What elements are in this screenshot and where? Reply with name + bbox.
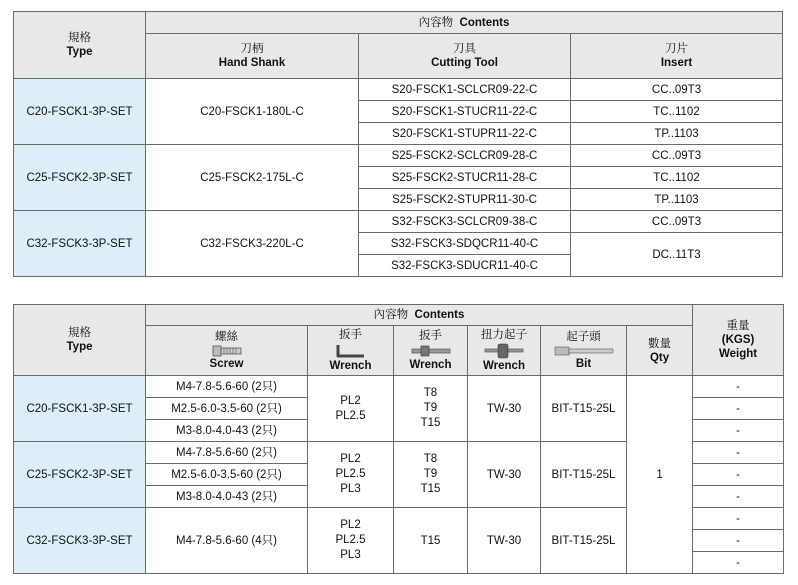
- torque-wrench-header: [468, 326, 541, 376]
- torx-key-icon: [411, 344, 451, 358]
- tool-cell: S32-FSCK3-SCLCR09-38-C: [359, 211, 571, 233]
- wrench1-value: PL2: [340, 394, 361, 407]
- shank-cell: C20-FSCK1-180L-C: [146, 79, 359, 145]
- wrench2-value: T15: [420, 483, 441, 495]
- wrench2-value: T8: [423, 387, 438, 399]
- qty-header-en: Qty: [649, 351, 670, 364]
- hex-wrench-header-en: Wrench: [329, 360, 372, 372]
- insert-cell: TC..1102: [571, 101, 783, 123]
- wrench1-cell: [308, 376, 394, 442]
- insert-cell: CC..09T3: [571, 145, 783, 167]
- contents-header: [146, 305, 693, 326]
- wrench2-value: T15: [420, 417, 441, 429]
- tool-cell: S25-FSCK2-SCLCR09-28-C: [359, 145, 571, 167]
- screw-header: [146, 326, 308, 376]
- bit-header-en: Bit: [575, 358, 592, 370]
- torque-wrench-header-zh: 扭力起子: [481, 329, 527, 341]
- table-row: [14, 211, 783, 233]
- tool-cell: S20-FSCK1-SCLCR09-22-C: [359, 79, 571, 101]
- tool-cell: S25-FSCK2-STUPR11-30-C: [359, 189, 571, 211]
- wrench2-cell: [394, 376, 468, 442]
- weight-cell: -: [693, 376, 784, 398]
- type-cell: C32-FSCK3-3P-SET: [14, 508, 146, 574]
- wrench2-value: T9: [423, 468, 438, 480]
- weight-cell: -: [693, 552, 784, 574]
- accessories-table: [13, 304, 784, 574]
- insert-cell: TC..1102: [571, 167, 783, 189]
- tool-cell: S20-FSCK1-STUPR11-22-C: [359, 123, 571, 145]
- screw-cell: M4-7.8-5.6-60 (2只): [146, 376, 308, 398]
- screw-header-en: Screw: [209, 358, 244, 370]
- tool-cell: S20-FSCK1-STUCR11-22-C: [359, 101, 571, 123]
- type-cell: C20-FSCK1-3P-SET: [14, 376, 146, 442]
- contents-header-zh: 內容物: [373, 309, 409, 321]
- type-cell: C25-FSCK2-3P-SET: [14, 145, 146, 211]
- torque-cell: TW-30: [468, 442, 541, 508]
- insert-cell: TP..1103: [571, 123, 783, 145]
- weight-header-en2: Weight: [718, 348, 758, 360]
- insert-cell: DC..11T3: [571, 233, 783, 277]
- bit-cell: BIT-T15-25L: [541, 376, 627, 442]
- weight-cell: -: [693, 530, 784, 552]
- insert-header-en: Insert: [660, 57, 693, 69]
- shank-cell: C32-FSCK3-220L-C: [146, 211, 359, 277]
- table-row: [14, 79, 783, 101]
- weight-cell: -: [693, 398, 784, 420]
- qty-cell: 1: [627, 376, 693, 574]
- type-header-en: Type: [66, 46, 93, 58]
- wrench1-value: PL2: [340, 519, 361, 531]
- weight-cell: -: [693, 464, 784, 486]
- wrench2-value: T8: [423, 453, 438, 465]
- shank-cell: C25-FSCK2-175L-C: [146, 145, 359, 211]
- hand-shank-header-zh: 刀柄: [240, 43, 264, 55]
- cutting-tool-header-zh: 刀具: [453, 43, 476, 55]
- type-header-zh: 規格: [68, 327, 91, 339]
- screw-header-zh: 螺絲: [215, 331, 238, 343]
- torx-wrench-header-en: Wrench: [409, 359, 452, 371]
- hand-shank-header: [146, 34, 359, 79]
- weight-cell: -: [693, 508, 784, 530]
- insert-cell: CC..09T3: [571, 79, 783, 101]
- torque-wrench-header-en: Wrench: [483, 360, 525, 372]
- contents-header: [146, 12, 783, 34]
- type-header: [14, 305, 146, 376]
- type-header-en: Type: [66, 341, 93, 353]
- tool-cell: S32-FSCK3-SDUCR11-40-C: [359, 255, 571, 277]
- type-cell: C20-FSCK1-3P-SET: [14, 79, 146, 145]
- cutting-tool-header: [359, 34, 571, 79]
- torx-wrench-header-zh: 扳手: [419, 330, 442, 342]
- insert-cell: TP..1103: [571, 189, 783, 211]
- qty-header-zh: 數量: [648, 337, 672, 350]
- torx-wrench-header: [394, 326, 468, 376]
- weight-cell: -: [693, 486, 784, 508]
- wrench1-cell: [308, 442, 394, 508]
- screw-cell: M2.5-6.0-3.5-60 (2只): [146, 464, 308, 486]
- screw-cell: M4-7.8-5.6-60 (2只): [146, 442, 308, 464]
- weight-header-zh: 重量: [726, 320, 750, 332]
- wrench1-cell: [308, 508, 394, 574]
- weight-cell: -: [693, 442, 784, 464]
- type-header-zh: 規格: [68, 32, 91, 44]
- contents-header-en: Contents: [459, 16, 510, 29]
- screw-cell: M3-8.0-4.0-43 (2只): [146, 486, 308, 508]
- qty-header: [627, 326, 693, 376]
- wrench1-value: PL2.5: [335, 534, 366, 546]
- bit-header-zh: 起子頭: [566, 331, 601, 343]
- insert-cell: CC..09T3: [571, 211, 783, 233]
- wrench1-value: PL2: [340, 453, 361, 465]
- screw-cell: M3-8.0-4.0-43 (2只): [146, 420, 308, 442]
- tool-cell: S32-FSCK3-SDQCR11-40-C: [359, 233, 571, 255]
- contents-table: [13, 11, 783, 277]
- weight-cell: -: [693, 420, 784, 442]
- wrench1-value: PL3: [340, 483, 361, 495]
- hand-shank-header-en: Hand Shank: [218, 57, 286, 69]
- wrench1-value: PL3: [340, 549, 361, 561]
- screw-cell: M4-7.8-5.6-60 (4只): [146, 508, 308, 574]
- torque-driver-icon: [484, 343, 524, 359]
- torque-cell: TW-30: [468, 376, 541, 442]
- hex-wrench-header: [308, 326, 394, 376]
- bit-cell: BIT-T15-25L: [541, 508, 627, 574]
- screw-cell: M2.5-6.0-3.5-60 (2只): [146, 398, 308, 420]
- bit-header: [541, 326, 627, 376]
- wrench2-cell: [394, 442, 468, 508]
- contents-header-zh: 內容物: [418, 16, 454, 29]
- wrench2-cell: T15: [394, 508, 468, 574]
- insert-header-zh: 刀片: [665, 43, 688, 55]
- weight-header-en1: (KGS): [721, 334, 755, 346]
- weight-header: [693, 305, 784, 376]
- table-row: [14, 376, 784, 398]
- cutting-tool-header-en: Cutting Tool: [431, 57, 498, 69]
- tool-cell: S25-FSCK2-STUCR11-28-C: [359, 167, 571, 189]
- wrench2-value: T9: [423, 402, 438, 414]
- hex-key-icon: [335, 343, 367, 359]
- hex-wrench-header-zh: 扳手: [339, 329, 362, 341]
- contents-header-en: Contents: [414, 309, 465, 321]
- type-header: [14, 12, 146, 79]
- type-cell: C32-FSCK3-3P-SET: [14, 211, 146, 277]
- table-row: [14, 145, 783, 167]
- torque-cell: TW-30: [468, 508, 541, 574]
- wrench1-value: PL2.5: [335, 468, 366, 480]
- wrench1-value: PL2.5: [335, 409, 366, 422]
- insert-header: [571, 34, 783, 79]
- bit-icon: [554, 345, 614, 357]
- type-cell: C25-FSCK2-3P-SET: [14, 442, 146, 508]
- screw-icon: [212, 345, 242, 357]
- bit-cell: BIT-T15-25L: [541, 442, 627, 508]
